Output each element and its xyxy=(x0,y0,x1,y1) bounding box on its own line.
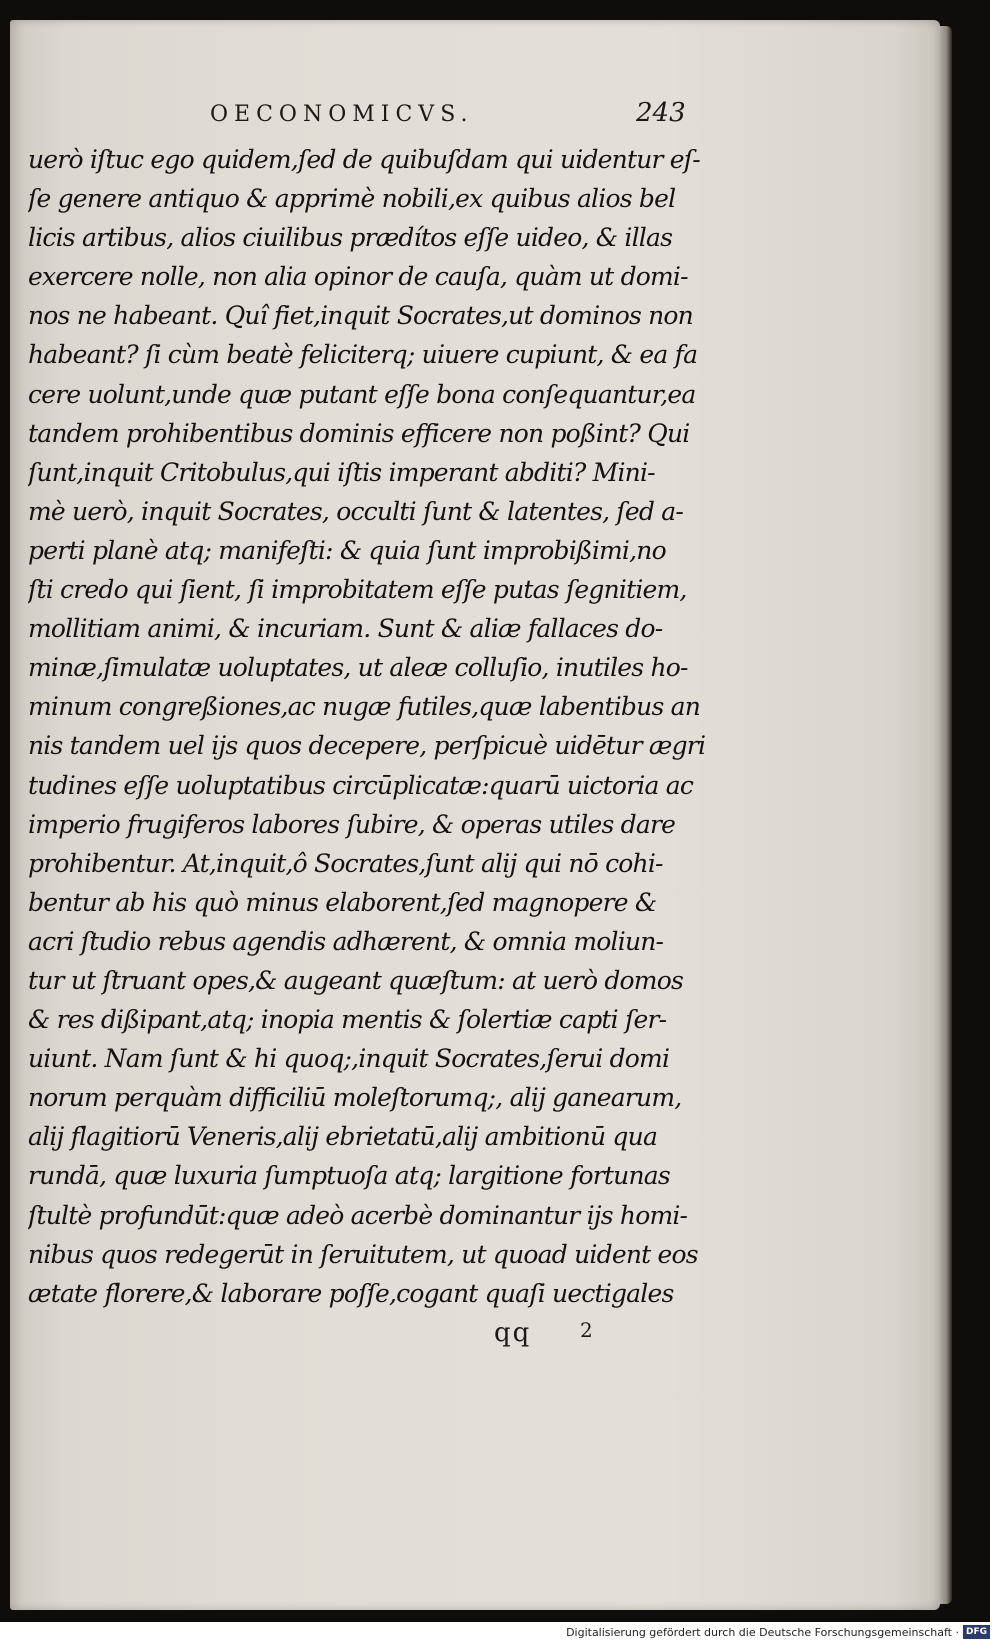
text-line: alij flagitiorū Veneris,alij ebrietatū,alij ambitionū qua xyxy=(28,1122,658,1152)
running-head xyxy=(0,98,940,132)
text-line: prohibentur. At,inquit,ô Socrates,ſunt alij qui nō cohi- xyxy=(28,848,663,878)
text-line: ſunt,inquit Critobulus,qui iſtis imperant abditi? Mini- xyxy=(28,457,655,487)
dfg-logo: DFG xyxy=(963,1625,990,1639)
text-line: perti planè atq; manifeſti: & quia ſunt improbißimi,no xyxy=(28,535,666,565)
text-line: bentur ab his quò minus elaborent,ſed magnopere & xyxy=(28,887,657,917)
text-line: ſe genere antiquo & apprimè nobili,ex quibus alios bel xyxy=(28,184,676,214)
page-number: 243 xyxy=(636,98,686,128)
text-line: exercere nolle, non alia opinor de cauſa, quàm ut domi- xyxy=(28,262,688,292)
text-line: licis artibus, alios ciuilibus prædítos eſſe uideo, & illas xyxy=(28,223,673,253)
signature-mark: qq xyxy=(494,1318,532,1348)
text-line: acri ſtudio rebus agendis adhærent, & omnia moliun- xyxy=(28,926,664,956)
text-line: mè uerò, inquit Socrates, occulti ſunt & latentes, ſed a- xyxy=(28,496,683,526)
text-line: norum perquàm difficiliū moleſtorumq;, alij ganearum, xyxy=(28,1083,682,1113)
funding-footer xyxy=(566,1624,990,1640)
text-line: imperio frugiferos labores ſubire, & operas utiles dare xyxy=(28,809,676,839)
text-line: cere uolunt,unde quæ putant eſſe bona conſequantur,ea xyxy=(28,379,696,409)
text-line: habeant? ſi cùm beatè feliciterq; uiuere cupiunt, & ea fa xyxy=(28,340,698,370)
text-line: ætate florere,& laborare poſſe,cogant quaſi uectigales xyxy=(28,1278,674,1308)
body-text xyxy=(28,140,708,1313)
text-line: tudines eſſe uoluptatibus circūplicatæ:quarū uictoria ac xyxy=(28,770,694,800)
page-edge xyxy=(938,26,952,1604)
running-head-title: OECONOMICVS. xyxy=(210,102,474,127)
text-line: minum congreßiones,ac nugæ futiles,quæ labentibus an xyxy=(28,692,701,722)
text-line: nis tandem uel ijs quos decepere, perſpicuè uidētur ægri xyxy=(28,731,706,761)
text-line: ſti credo qui ſient, ſi improbitatem eſſe putas ſegnitiem, xyxy=(28,575,687,605)
text-line: rundā, quæ luxuria ſumptuoſa atq; largitione fortunas xyxy=(28,1161,670,1191)
text-line: nibus quos redegerūt in ſeruitutem, ut quoad uident eos xyxy=(28,1239,698,1269)
text-line: & res dißipant,atq; inopia mentis & ſolertiæ capti ſer- xyxy=(28,1005,667,1035)
text-line: uerò iſtuc ego quidem,ſed de quibuſdam qui uidentur eſ- xyxy=(28,145,700,174)
text-line: tur ut ſtruant opes,& augeant quæſtum: at uerò domos xyxy=(28,965,683,995)
text-line: minæ,ſimulatæ uoluptates, ut aleæ colluſio, inutiles ho- xyxy=(28,653,688,683)
text-line: tandem prohibentibus dominis efficere non poßint? Qui xyxy=(28,418,690,448)
text-line: nos ne habeant. Quî fiet,inquit Socrates,ut dominos non xyxy=(28,301,693,331)
signature-number: 2 xyxy=(580,1318,593,1342)
text-line: ſtultè profundūt:quæ adeò acerbè dominantur ijs homi- xyxy=(28,1200,688,1230)
text-line: mollitiam animi, & incuriam. Sunt & aliæ fallaces do- xyxy=(28,614,663,644)
funding-text: Digitalisierung gefördert durch die Deutsche Forschungsgemeinschaft · xyxy=(566,1625,959,1639)
text-line: uiunt. Nam ſunt & hi quoq;,inquit Socrates,ſerui domi xyxy=(28,1044,670,1074)
